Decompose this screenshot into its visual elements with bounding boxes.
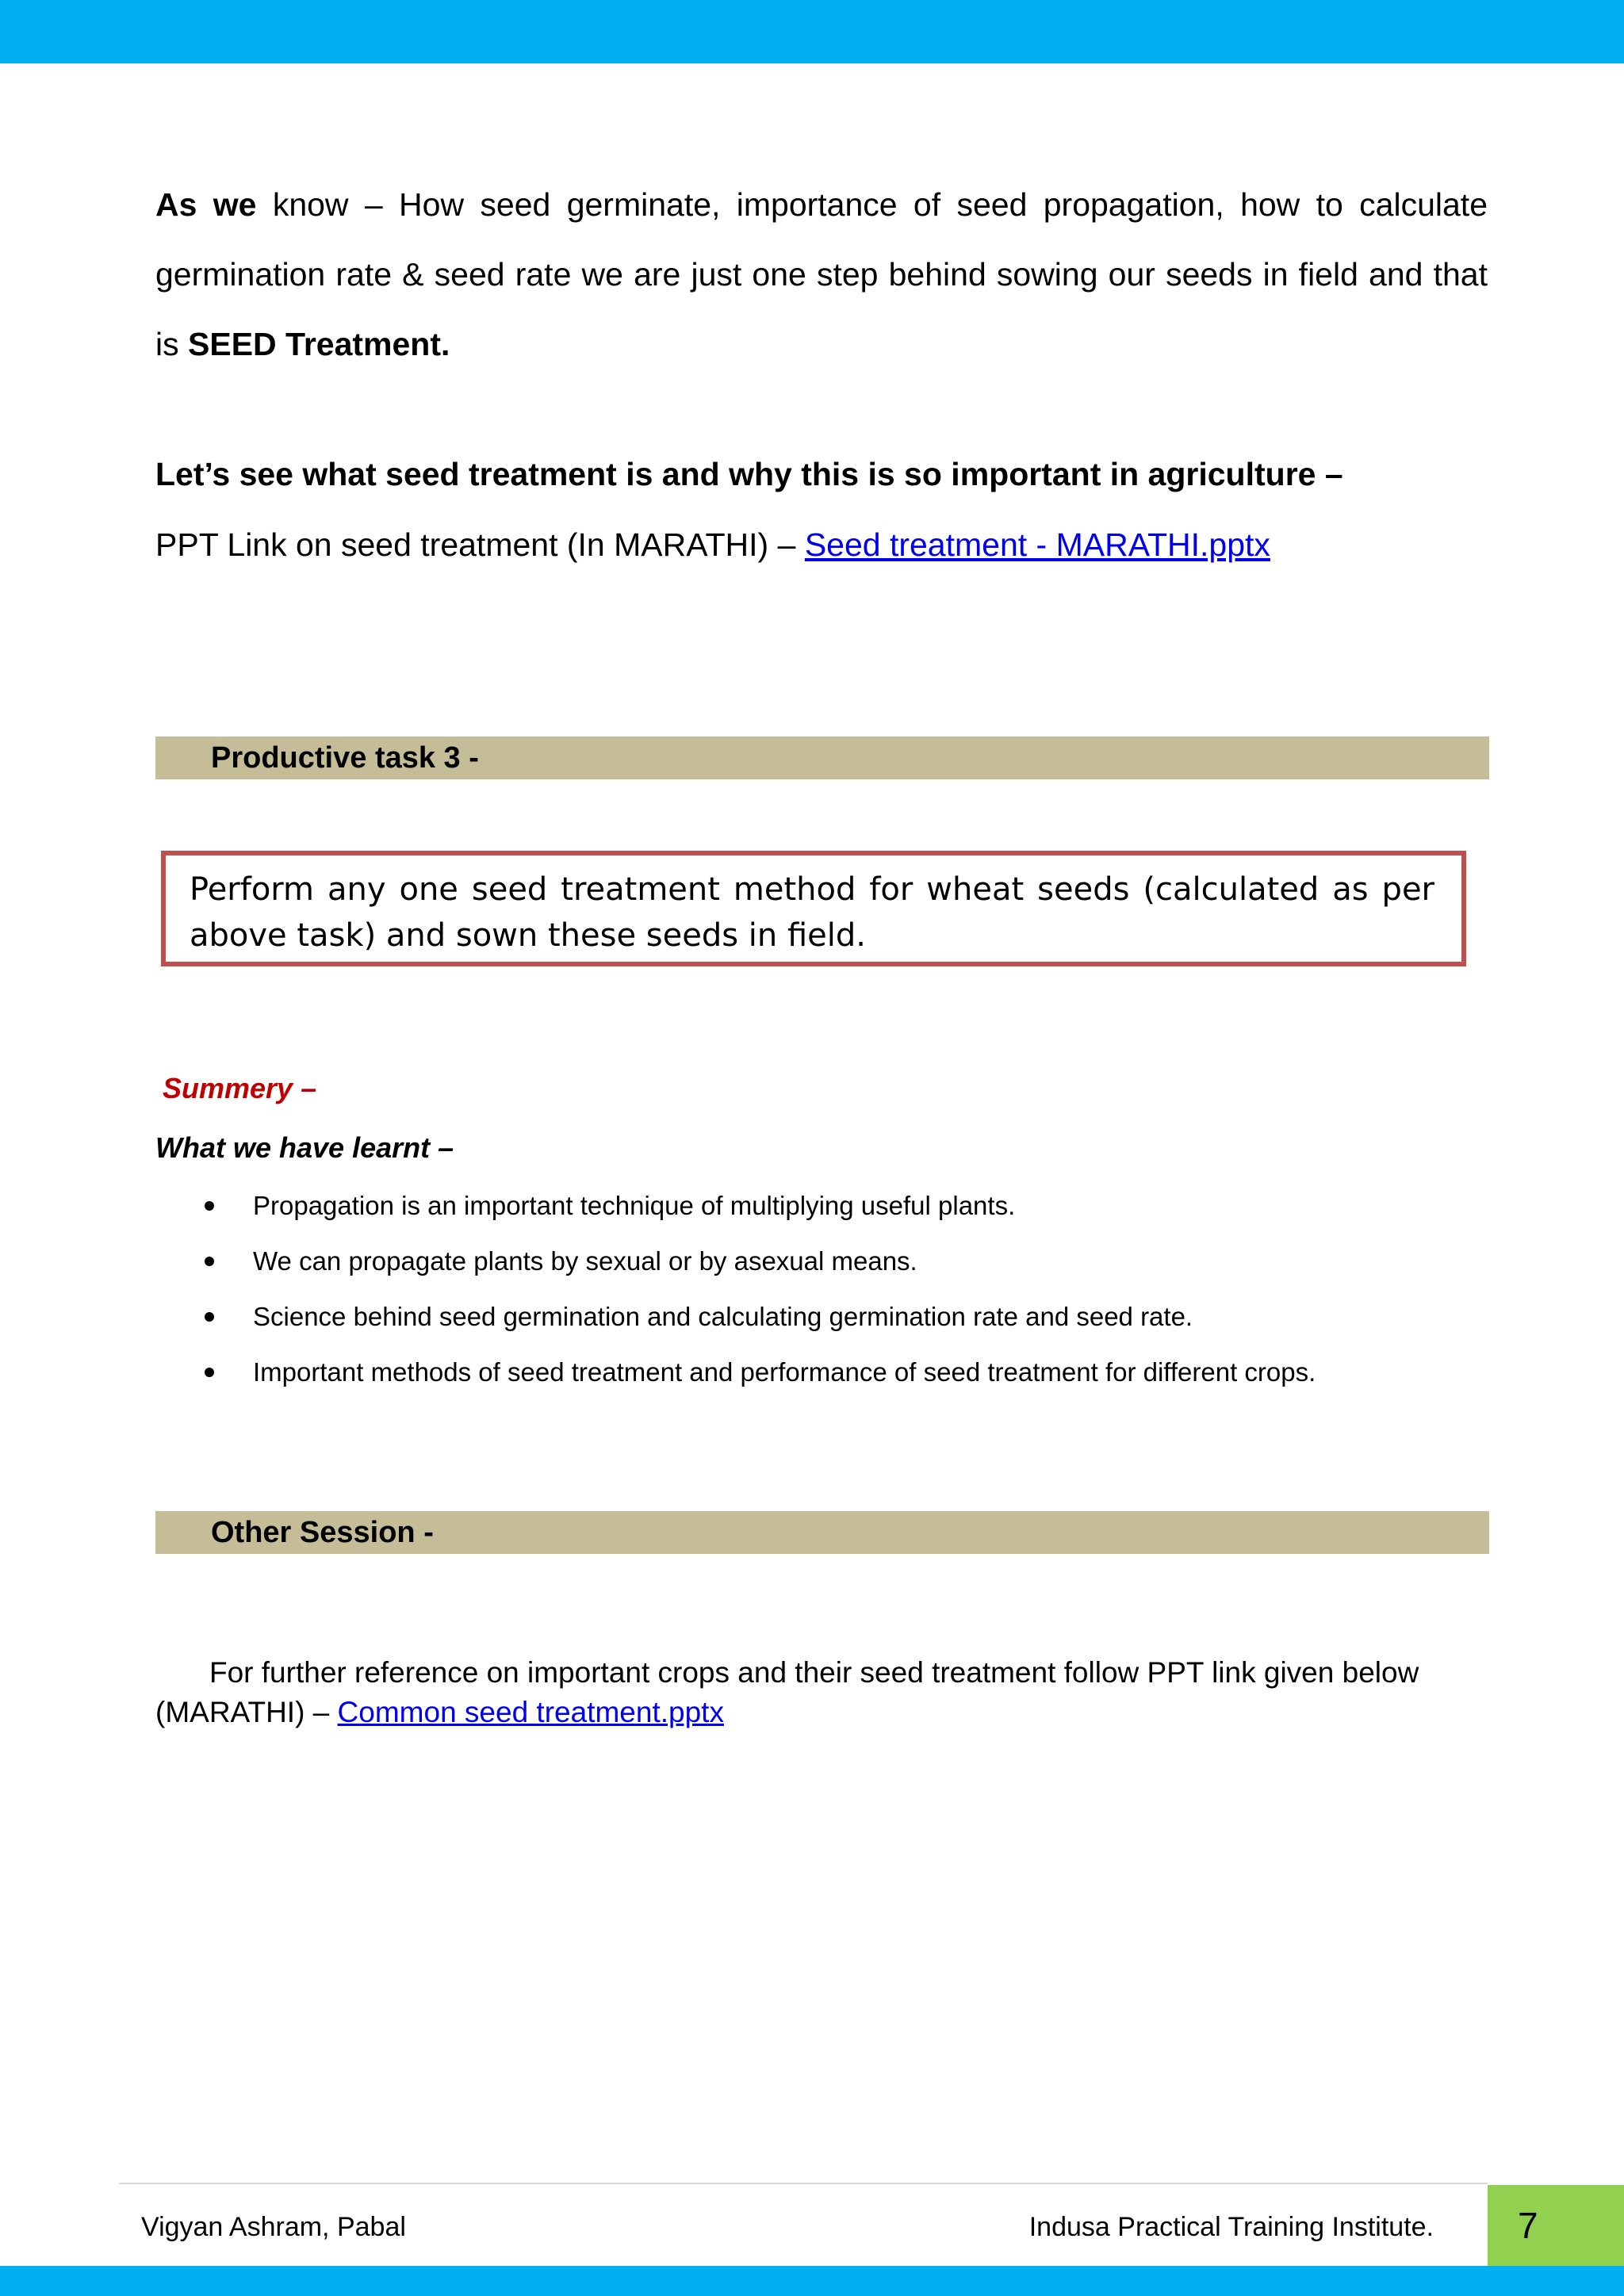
list-item xyxy=(155,1242,1316,1297)
intro-paragraph xyxy=(155,170,1488,379)
intro-end-bold: SEED Treatment. xyxy=(188,326,450,362)
footer-organization: Vigyan Ashram, Pabal xyxy=(141,2212,406,2242)
intro-lead-bold: As we xyxy=(155,186,257,223)
seed-treatment-marathi-link[interactable]: Seed treatment - MARATHI.pptx xyxy=(804,526,1270,563)
list-item-text: Science behind seed germination and calculating germination rate and seed rate. xyxy=(253,1302,1193,1331)
list-item xyxy=(155,1353,1316,1408)
summary-title: Summery – xyxy=(163,1072,317,1104)
header-accent-bar xyxy=(0,0,1624,63)
further-reference-paragraph xyxy=(155,1653,1488,1732)
ppt-link-line xyxy=(155,526,1503,564)
productive-task-heading: Productive task 3 - xyxy=(211,741,479,775)
page-number-box xyxy=(1488,2185,1624,2266)
bullet-icon xyxy=(205,1368,214,1377)
bullet-icon xyxy=(205,1201,214,1211)
bullet-icon xyxy=(205,1257,214,1266)
list-item xyxy=(155,1186,1316,1242)
footer-divider xyxy=(119,2183,1488,2184)
page-number: 7 xyxy=(1518,2205,1538,2246)
footer-institute: Indusa Practical Training Institute. xyxy=(1028,2212,1434,2242)
further-reference-text: For further reference on important crops and their seed treatment follow PPT link given below (MARATHI) – xyxy=(155,1656,1419,1728)
list-item-text: Important methods of seed treatment and performance of seed treatment for different crops. xyxy=(253,1357,1316,1387)
footer-accent-bar xyxy=(0,2266,1624,2296)
learnt-list xyxy=(155,1186,1316,1408)
common-seed-treatment-link[interactable]: Common seed treatment.pptx xyxy=(337,1696,724,1728)
list-item-text: Propagation is an important technique of multiplying useful plants. xyxy=(253,1191,1016,1220)
ppt-link-prefix: PPT Link on seed treatment (In MARATHI) – xyxy=(155,526,805,563)
other-session-heading: Other Session - xyxy=(211,1516,434,1549)
learnt-title: What we have learnt – xyxy=(155,1131,454,1164)
bullet-icon xyxy=(205,1312,214,1322)
task-box: Perform any one seed treatment method for wheat seeds (calculated as per above task) and sown these seeds in field. xyxy=(161,851,1466,966)
list-item xyxy=(155,1297,1316,1353)
productive-task-band xyxy=(155,737,1489,779)
other-session-band xyxy=(155,1511,1489,1554)
intro-text: know – How seed germinate, importance of seed propagation, how to calculate germination rate & seed rate we are just one step behind sowing our seeds in field and that is xyxy=(155,186,1488,362)
why-heading: Let’s see what seed treatment is and why this is so important in agriculture – xyxy=(155,456,1343,492)
list-item-text: We can propagate plants by sexual or by asexual means. xyxy=(253,1246,917,1276)
